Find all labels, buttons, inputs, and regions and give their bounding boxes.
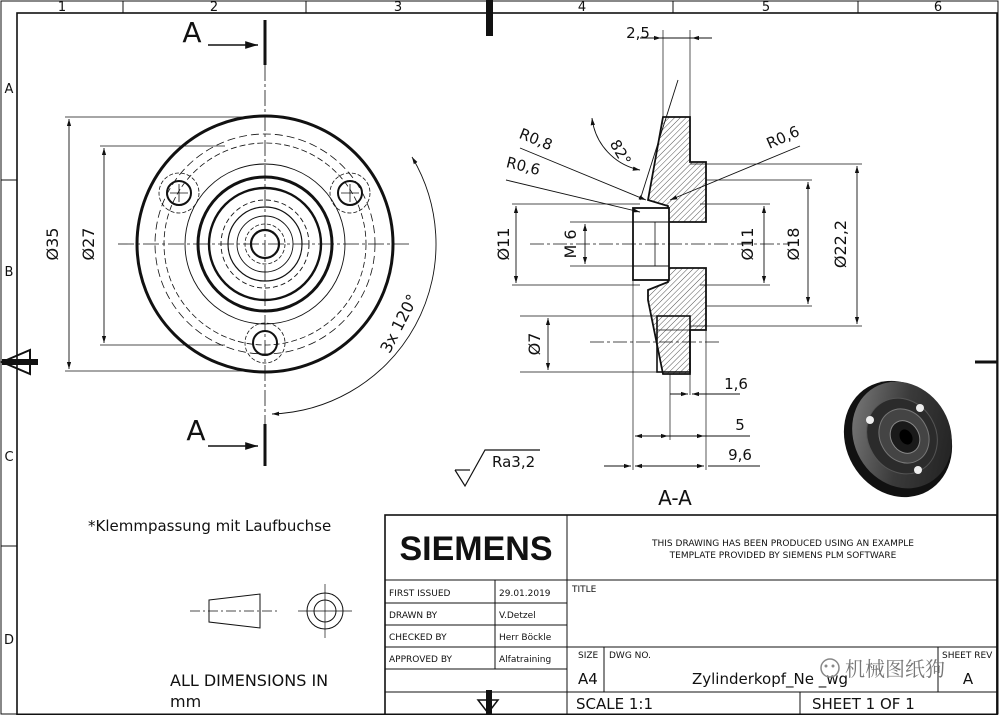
zone-col-5: 5 <box>761 0 771 15</box>
disclaimer-line2: TEMPLATE PROVIDED BY SIEMENS PLM SOFTWARE <box>669 551 897 561</box>
bolt-hole-left <box>159 173 199 213</box>
sheet-rev-label: SHEET REV <box>942 651 993 661</box>
dim-1-6-label: 1,6 <box>724 375 748 393</box>
dim-9-6-label: 9,6 <box>728 446 752 464</box>
dim-d35-label: Ø35 <box>43 227 62 261</box>
row-value-approved-by: Alfatraining <box>499 655 552 665</box>
iso-part-image <box>823 361 973 517</box>
row-label-approved-by: APPROVED BY <box>389 655 453 665</box>
units-note-line1: ALL DIMENSIONS IN <box>170 671 329 690</box>
projection-symbol <box>190 584 352 638</box>
watermark-text: 机械图纸狗 <box>845 657 945 681</box>
row-value-checked-by: Herr Böckle <box>499 633 552 643</box>
disclaimer-line1: THIS DRAWING HAS BEEN PRODUCED USING AN EXAMPLE <box>652 539 914 549</box>
section-body-upper <box>648 117 706 222</box>
dim-82-label: 82° <box>605 136 635 169</box>
units-note-line2: mm <box>170 692 202 711</box>
dim-d18-label: Ø18 <box>784 227 803 261</box>
centering-marks <box>2 0 998 715</box>
sheet-rev-value: A <box>962 670 974 688</box>
row-value-first-issued: 29.01.2019 <box>499 589 551 599</box>
surface-finish-label: Ra3,2 <box>492 453 536 471</box>
row-label-drawn-by: DRAWN BY <box>389 611 438 621</box>
zone-row-d: D <box>3 633 15 648</box>
dim-r08-label: R0,8 <box>516 124 556 155</box>
row-label-first-issued: FIRST ISSUED <box>389 589 451 599</box>
section-title: A-A <box>658 486 692 510</box>
dim-d22-2-label: Ø22,2 <box>831 219 850 269</box>
dim-5-label: 5 <box>735 416 745 434</box>
dwg-no-value: Zylinderkopf_Ne _wg <box>691 670 849 688</box>
dwg-no-label: DWG NO. <box>609 651 651 661</box>
dim-r06-left-label: R0,6 <box>504 153 543 180</box>
zone-row-b: B <box>4 265 14 280</box>
zone-col-2: 2 <box>209 0 219 15</box>
zone-row-c: C <box>4 450 14 465</box>
dim-angle-label: 3x 120° <box>376 290 422 357</box>
section-view <box>506 30 862 470</box>
size-label: SIZE <box>578 651 599 661</box>
note-text: *Klemmpassung mit Laufbuchse <box>88 517 332 535</box>
size-value: A4 <box>578 670 598 688</box>
dim-d7-label: Ø7 <box>525 332 544 356</box>
scale-text: SCALE 1:1 <box>576 695 653 713</box>
zone-col-1: 1 <box>57 0 67 15</box>
sheet-text: SHEET 1 OF 1 <box>812 695 915 713</box>
front-view <box>65 20 436 466</box>
section-label-top: A <box>182 16 202 49</box>
dim-m6-label: M 6 <box>561 229 580 259</box>
dim-r06-right-label: R0,6 <box>763 122 803 153</box>
section-label-bottom: A <box>186 414 206 447</box>
zone-col-3: 3 <box>393 0 403 15</box>
dim-d11-left-label: Ø11 <box>494 227 513 261</box>
sheet-frame <box>1 1 998 715</box>
row-value-drawn-by: V.Detzel <box>499 611 536 621</box>
title-block-text <box>389 530 993 713</box>
section-view-labels <box>494 24 850 510</box>
zone-col-4: 4 <box>577 0 587 15</box>
dim-d11-right-label: Ø11 <box>738 227 757 261</box>
row-label-checked-by: CHECKED BY <box>389 633 447 643</box>
dim-2-5-label: 2,5 <box>626 24 650 42</box>
title-label: TITLE <box>572 585 597 595</box>
zone-col-6: 6 <box>933 0 943 15</box>
zone-row-a: A <box>4 82 14 97</box>
siemens-logo: SIEMENS <box>399 530 553 568</box>
dim-d27-label: Ø27 <box>79 227 98 261</box>
